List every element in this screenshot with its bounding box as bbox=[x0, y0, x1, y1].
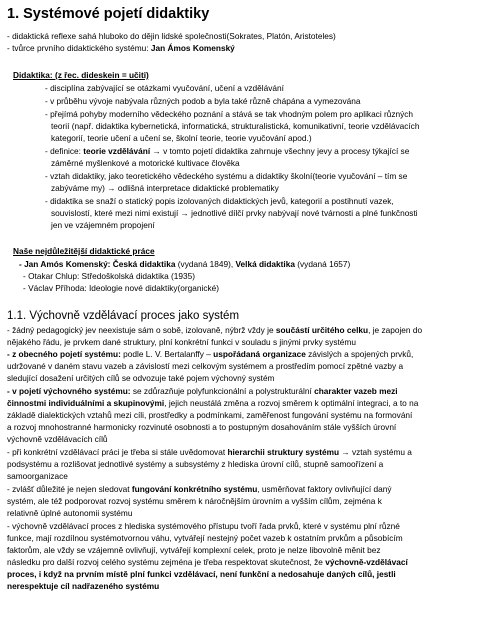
text-line bbox=[51, 220, 155, 230]
text-run: - didaktika se snaží o statický popis izolovaných didaktických jevů, kategorií a postihnutí vazek, bbox=[45, 196, 394, 206]
text-run: (vydaná 1657) bbox=[294, 259, 351, 269]
text-line bbox=[19, 259, 350, 269]
text-run: - žádný pedagogický jev neexistuje sám o sobě, izolovaně, nýbrž vždy je bbox=[7, 325, 276, 335]
text-line bbox=[7, 398, 418, 408]
text-line bbox=[7, 373, 274, 383]
text-line bbox=[23, 283, 219, 293]
bold-text: - z obecného pojetí systému: bbox=[7, 349, 121, 359]
text-run: - tvůrce prvního didaktického systému: bbox=[7, 43, 151, 53]
text-run: výchovně vzdělávacích cílů bbox=[7, 434, 108, 444]
text-run: systém, ale též podporovat rozvoj systému směrem k náročnějším úrovním a vyšším cílům, zejména k bbox=[7, 496, 382, 506]
text-run: základě dialektických vztahů mezi cíli, prostředky a podmínkami, zaměřenost fungování systému na formování bbox=[7, 410, 413, 420]
text-run: - didaktická reflexe sahá hluboko do dějin lidské společnosti(Sokrates, Platón, Aristoteles) bbox=[7, 31, 336, 41]
bold-text: teorie vzdělávání bbox=[83, 146, 151, 156]
bold-text: výchovně-vzdělávací bbox=[325, 557, 408, 567]
text-line bbox=[7, 337, 356, 347]
text-run: jen ve vzájemném propojení bbox=[51, 220, 155, 230]
text-line bbox=[7, 508, 132, 518]
text-run: a rozvoj mnohostranné harmonicky rozvinuté osobnosti a to postupným dosahováním stále vyšších úrovní bbox=[7, 422, 397, 432]
text-line bbox=[7, 325, 422, 335]
text-run: - výchovně vzdělávací proces z hlediska systémového přístupu tvoří řada prvků, které v systému plní různé bbox=[7, 521, 400, 531]
text-run: Didaktika: (z řec. dideskein = učiti) bbox=[13, 70, 149, 80]
text-run: - definice: bbox=[45, 146, 84, 156]
bold-text: fungování konkrétního systému bbox=[131, 484, 258, 494]
text-line bbox=[7, 569, 396, 579]
text-run: 1. Systémové pojetí didaktiky bbox=[7, 6, 210, 22]
text-line bbox=[7, 581, 159, 591]
text-run: - v průběhu vývoje nabývala různých podob a byla také různě chápána a vymezována bbox=[45, 96, 361, 106]
text-run: se zdůrazňuje polyfunkcionální a polystrukturální bbox=[130, 386, 315, 396]
text-line bbox=[7, 557, 408, 567]
bold-text: součástí určitého celku bbox=[275, 325, 369, 335]
text-line bbox=[7, 434, 108, 444]
text-run: nějakého řádu, je prvkem dané struktury, plní konkrétní funkci v souladu s jinými prvky systému bbox=[7, 337, 356, 347]
text-line bbox=[7, 471, 68, 481]
text-line bbox=[7, 31, 336, 41]
text-line bbox=[7, 533, 403, 543]
text-line bbox=[45, 171, 407, 181]
text-run: → vztah systému a bbox=[339, 447, 412, 457]
text-line bbox=[7, 361, 403, 371]
text-run: - přejímá pohyby moderního vědeckého poznání a stává se tak vhodným polem pro aplikaci různých bbox=[45, 109, 414, 119]
subsection-heading bbox=[7, 310, 239, 323]
section-heading bbox=[7, 6, 209, 23]
text-line bbox=[51, 158, 240, 168]
bold-text: charakter vazeb mezi bbox=[314, 386, 398, 396]
text-run: relativně úplné autonomii systému bbox=[7, 508, 133, 518]
text-run: - Václav Příhoda: Ideologie nové didaktiky(organické) bbox=[23, 283, 220, 293]
bold-text: činnostmi individuálními a skupinovými bbox=[7, 398, 165, 408]
text-run: závislých a spojených prvků, bbox=[305, 349, 414, 359]
text-run: (vydaná 1849), bbox=[175, 259, 236, 269]
text-run: teorií (např. didaktika kybernetická, informatická, strukturalistická, komunikativní, teorie vzdělávacích bbox=[51, 121, 420, 131]
bold-text: uspořádaná organizace bbox=[213, 349, 306, 359]
text-run: podsystému a rozlišovat jednotlivé systémy a subsystémy z hlediska úrovní cílů, stupně samoořízení a bbox=[7, 459, 384, 469]
text-run: kategorií, teorie učení a učení se, školní teorie, teorie vyučování apod.) bbox=[51, 133, 312, 143]
text-line bbox=[51, 121, 419, 131]
bold-text: nerespektuje cíl nadřazeného systému bbox=[7, 581, 160, 591]
text-run: samoorganizace bbox=[7, 471, 68, 481]
text-line bbox=[45, 196, 394, 206]
text-run: zabýváme my) → odlišná interpretace didaktické problematiky bbox=[51, 183, 279, 193]
text-line bbox=[45, 83, 284, 93]
text-line bbox=[7, 422, 396, 432]
text-run: - Otakar Chlup: Středoškolská didaktika (1935) bbox=[23, 271, 196, 281]
text-line bbox=[7, 43, 235, 53]
text-run: následku pro další rozvoj celého systému zejména je třeba respektovat skutečnost, že bbox=[7, 557, 326, 567]
text-run: faktorům, ale vždy se vzájemně ovlivňují, vytvářejí komplexní celek, proto je nelze libovolně měnit bez bbox=[7, 545, 381, 555]
text-run: 1.1. Výchovně vzdělávací proces jako systém bbox=[7, 310, 240, 322]
text-run: podle L. V. Bertalanffy – bbox=[120, 349, 214, 359]
text-run: - disciplína zabývající se otázkami vyučování, učení a vzdělávání bbox=[45, 83, 284, 93]
text-line bbox=[7, 459, 383, 469]
text-run: → v tomto pojetí didaktika zahrnuje všechny jevy a procesy týkající se bbox=[150, 146, 410, 156]
text-line bbox=[51, 208, 418, 218]
bold-text: - Jan Amós Komenský: Česká didaktika bbox=[19, 259, 176, 269]
bold-text: hierarchii struktury systému bbox=[227, 447, 340, 457]
text-line bbox=[45, 109, 413, 119]
text-line bbox=[7, 521, 400, 531]
bold-text: - v pojetí výchovného systému: bbox=[7, 386, 131, 396]
text-run: , jejich neustálá změna a rozvoj směrem k optimální integraci, a to na bbox=[164, 398, 419, 408]
text-run: udržované v daném stavu vazeb a závislostí mezi celkovým systémem a prostředím pomocí zpětné vazby a bbox=[7, 361, 404, 371]
subheading bbox=[13, 246, 155, 256]
bold-text: Jan Ámos Komenský bbox=[150, 43, 235, 53]
text-line bbox=[45, 146, 409, 156]
text-line bbox=[7, 447, 412, 457]
text-run: - zvlášť důležité je nejen sledovat bbox=[7, 484, 132, 494]
text-run: - při konkrétní vzdělávací práci je třeba si stále uvědomovat bbox=[7, 447, 228, 457]
text-line bbox=[23, 271, 195, 281]
text-line bbox=[7, 484, 391, 494]
text-line bbox=[7, 545, 381, 555]
text-line bbox=[7, 496, 382, 506]
text-run: - vztah didaktiky, jako teoretického vědeckého systému a didaktiky školní(teorie vyučování – tím se bbox=[45, 171, 408, 181]
text-line bbox=[7, 410, 412, 420]
text-run: , je zapojen do bbox=[368, 325, 423, 335]
text-run: záměrné myšlenkové a motorické kultivace člověka bbox=[51, 158, 240, 168]
bold-text: proces, i když na prvním místě plní funkci vzdělávací, není funkční a nedosahuje daných cílů, jestli bbox=[7, 569, 396, 579]
text-run: , usměrňovat faktory ovlivňující daný bbox=[257, 484, 392, 494]
text-line bbox=[7, 386, 398, 396]
text-run: souvislostí, které mezi nimi existují → jednotlivé dílčí prvky nabývají nové tvárnosti a plné funkčnosti bbox=[51, 208, 418, 218]
text-run: Naše nejdůležitější didaktické práce bbox=[13, 246, 155, 256]
text-line bbox=[51, 183, 279, 193]
text-run: sledující dosažení určitých cílů se odvozuje také pojem výchovný systém bbox=[7, 373, 275, 383]
text-line bbox=[45, 96, 360, 106]
text-run: funkce, mají rozdílnou systémotvornou váhu, vytvářejí nestejný počet vazeb k ostatním prvkům a působícím bbox=[7, 533, 403, 543]
text-line bbox=[51, 133, 312, 143]
subheading bbox=[13, 70, 149, 80]
text-line bbox=[7, 349, 413, 359]
bold-text: Velká didaktika bbox=[235, 259, 295, 269]
